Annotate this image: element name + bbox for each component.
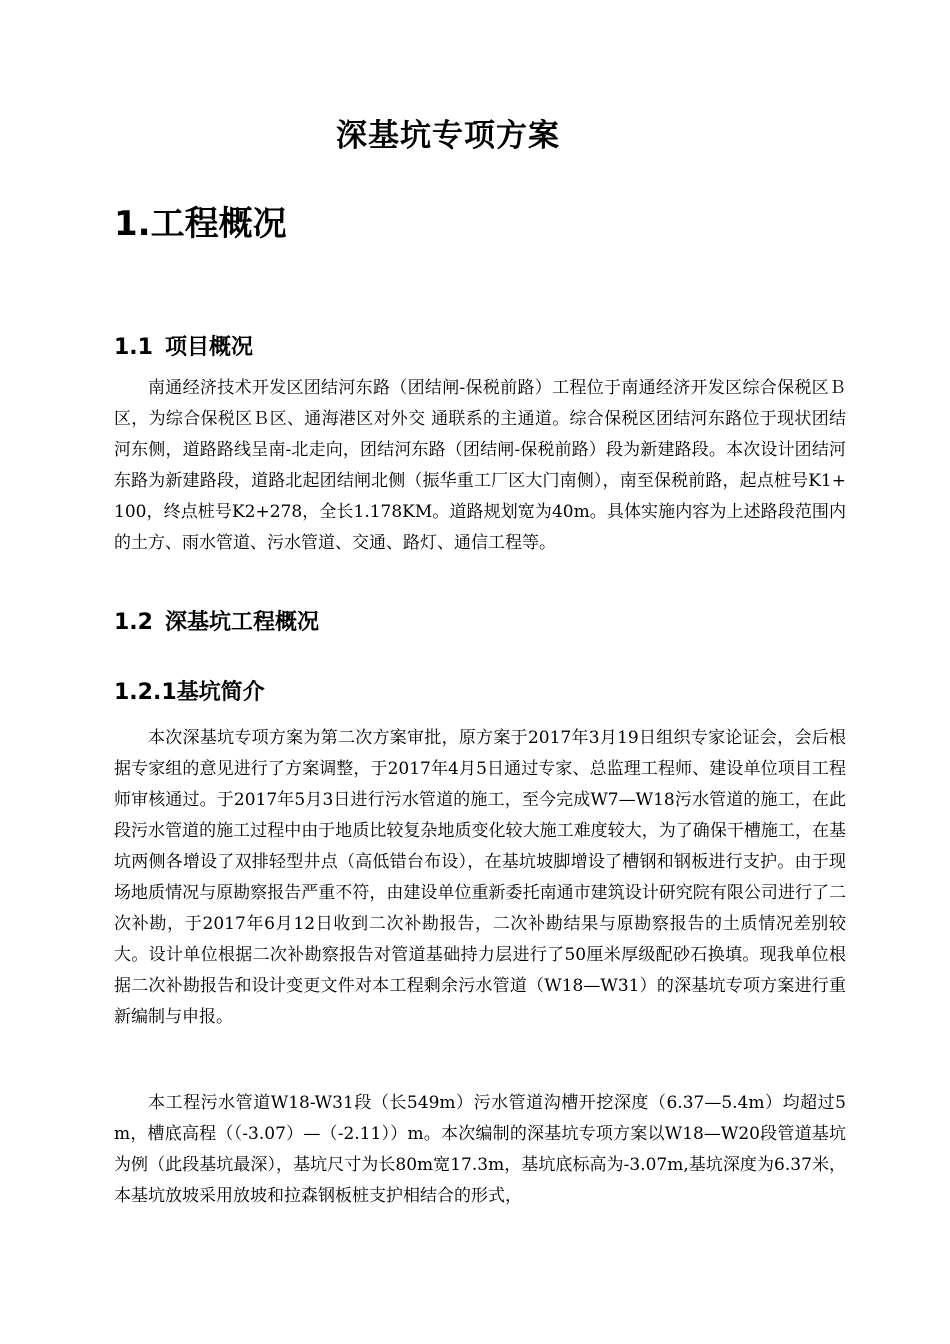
- section-1-title: 工程概况: [150, 204, 287, 244]
- section-1-1-number: 1.1: [114, 335, 153, 360]
- section-1-2-title: 深基坑工程概况: [164, 610, 319, 635]
- section-1-heading: [114, 198, 287, 250]
- section-1-2-number: 1.2: [114, 610, 153, 635]
- section-1-1-title: 项目概况: [164, 335, 253, 360]
- section-1-2-1-paragraph-1: 本次深基坑专项方案为第二次方案审批，原方案于2017年3月19日组织专家论证会，会后根据专家组的意见进行了方案调整，于2017年4月5日通过专家、总监理工程师、建设单位项目工程师审核通过。于2017年5月3日进行污水管道的施工，至今完成W7—W18污水管道的施工，在此段污水管道的施工过程中由于地质比较复杂地质变化较大施工难度较大，为了确保干槽施工，在基坑两侧各增设了双排轻型井点（高低错台布设），在基坑坡脚增设了槽钢和钢板进行支护。由于现场地质情况与原勘察报告严重不符，由建设单位重新委托南通市建筑设计研究院有限公司进行了二次补勘，于2017年6月12日收到二次补勘报告，二次补勘结果与原勘察报告的土质情况差别较大。设计单位根据二次补勘察报告对管道基础持力层进行了50厘米厚级配砂石换填。现我单位根据二次补勘报告和设计变更文件对本工程剩余污水管道（W18—W31）的深基坑专项方案进行重新编制与申报。: [114, 728, 846, 1027]
- section-1-2-1-number: 1.2.1: [114, 680, 177, 705]
- document-title: 深基坑专项方案: [336, 118, 560, 154]
- section-1-2-1-paragraph-2: 本工程污水管道W18-W31段（长549m）污水管道沟槽开挖深度（6.37—5.4m）均超过5m，槽底高程（（-3.07）—（-2.11））m。本次编制的深基坑专项方案以W18—W20段管道基坑为例（此段基坑最深），基坑尺寸为长80m宽17.3m，基坑底标高为-3.07m,基坑深度为6.37米，本基坑放坡采用放坡和拉森钢板桩支护相结合的形式，: [114, 1093, 846, 1206]
- section-1-1-heading: [114, 331, 253, 365]
- section-1-2-1-title: 基坑简介: [176, 680, 265, 705]
- section-1-2-heading: [114, 606, 319, 640]
- section-1-1-paragraph: 南通经济技术开发区团结河东路（团结闸-保税前路）工程位于南通经济开发区综合保税区Ｂ区，为综合保税区Ｂ区、通海港区对外交 通联系的主通道。综合保税区团结河东路位于现状团结河东侧，道路路线呈南-北走向，团结河东路（团结闸-保税前路）段为新建路段。本次设计团结河东路为新建路段，道路北起团结闸北侧（振华重工厂区大门南侧），南至保税前路，起点桩号K1+100，终点桩号K2+278，全长1.178KM。道路规划宽为40m。具体实施内容为上述路段范围内的土方、雨水管道、污水管道、交通、路灯、通信工程等。: [114, 378, 846, 553]
- section-1-number: 1.: [114, 204, 151, 244]
- section-1-2-1-heading: [114, 676, 265, 710]
